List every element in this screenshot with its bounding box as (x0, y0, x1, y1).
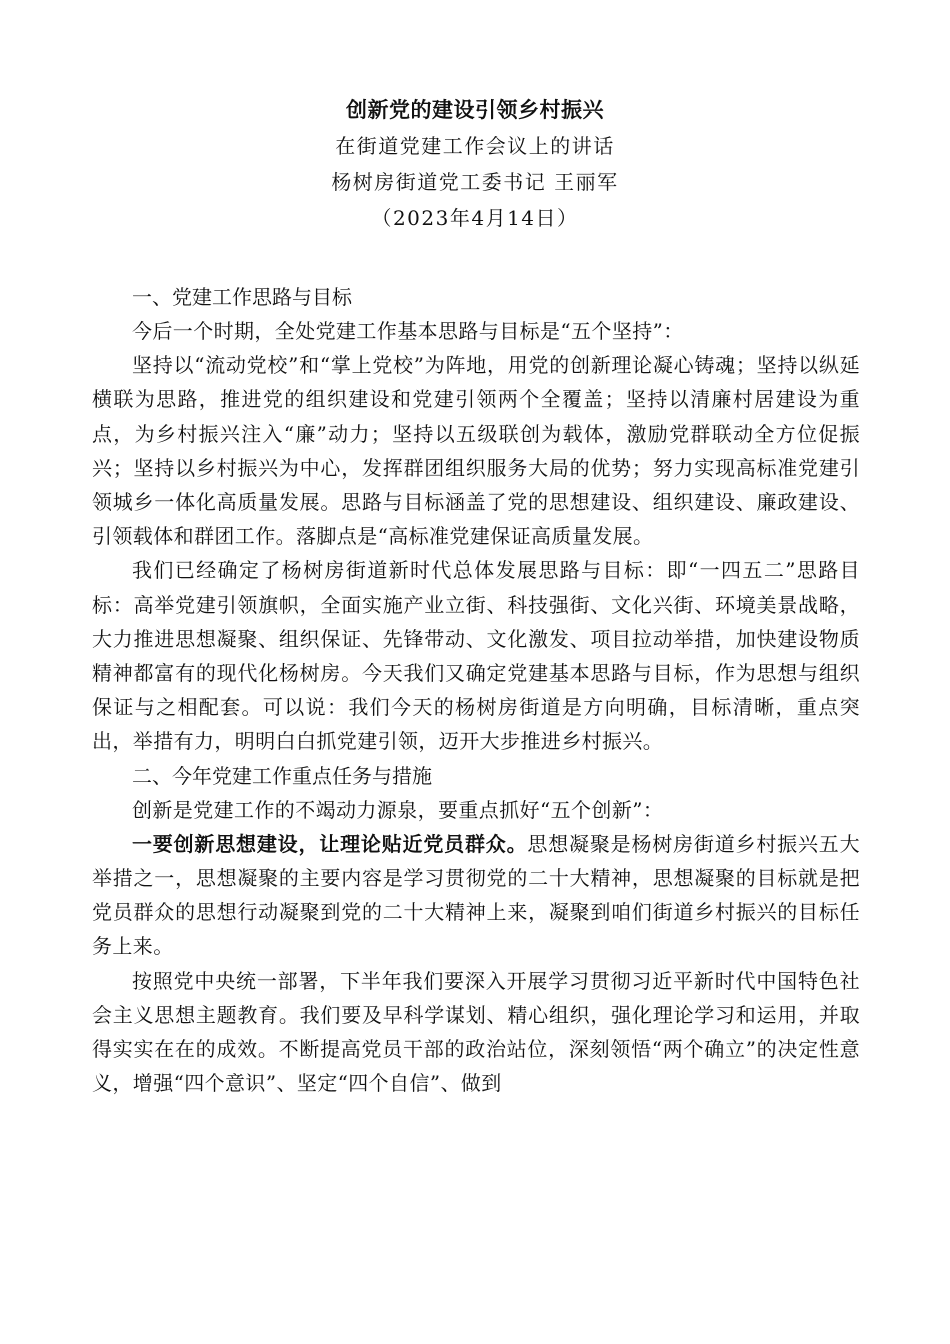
section-1-paragraph: 坚持以“流动党校”和“掌上党校”为阵地，用党的创新理论凝心铸魂；坚持以纵延横联为思路，推进党的组织建设和党建引领两个全覆盖；坚持以清廉村居建设为重点，为乡村振兴注入“廉”动力；坚持以五级联创为载体，激励党群联动全方位促振兴；坚持以乡村振兴为中心，发挥群团组织服务大局的优势；努力实现高标准党建引领城乡一体化高质量发展。思路与目标涵盖了党的思想建设、组织建设、廉政建设、引领载体和群团工作。落脚点是“高标准党建保证高质量发展。 (92, 353, 860, 549)
section-1-paragraph: 今后一个时期，全处党建工作基本思路与目标是“五个坚持”： (132, 319, 684, 343)
section-heading-2: 二、今年党建工作重点任务与措施 (132, 763, 432, 788)
section-heading-1: 一、党建工作思路与目标 (132, 285, 352, 309)
document-header (0, 92, 950, 236)
paragraph-lead-rest: 思想凝聚是杨树房街道乡村振兴五大举措之一，思想凝聚的主要内容是学习贯彻党的二十大精神，思想凝聚的目标就是把党员群众的思想行动凝聚到党的二十大精神上来，凝聚到咱们街道乡村振兴的目标任务上来。 (92, 831, 860, 959)
document-title: 创新党的建设引领乡村振兴 (346, 98, 604, 122)
document-subtitle: 在街道党建工作会议上的讲话 (335, 134, 615, 158)
document-body (92, 280, 860, 1100)
document-author: 杨树房街道党工委书记 王丽军 (331, 170, 619, 194)
section-1-paragraph: 我们已经确定了杨树房街道新时代总体发展思路与目标：即“一四五二”思路目标：高举党建引领旗帜，全面实施产业立街、科技强街、文化兴街、环境美景战略，大力推进思想凝聚、组织保证、先锋带动、文化激发、项目拉动举措，加快建设物质精神都富有的现代化杨树房。今天我们又确定党建基本思路与目标，作为思想与组织保证与之相配套。可以说：我们今天的杨树房街道是方向明确，目标清晰，重点突出，举措有力，明明白白抓党建引领，迈开大步推进乡村振兴。 (92, 558, 860, 754)
document-date: （2023年4月14日） (371, 206, 579, 230)
section-2-intro: 创新是党建工作的不竭动力源泉，要重点抓好“五个创新”： (132, 797, 664, 822)
section-2-paragraph (92, 827, 860, 964)
section-2-paragraph: 按照党中央统一部署，下半年我们要深入开展学习贯彻习近平新时代中国特色社会主义思想主题教育。我们要及早科学谋划、精心组织，强化理论学习和运用，并取得实实在在的成效。不断提高党员干部的政治站位，深刻领悟“两个确立”的决定性意义，增强“四个意识”、坚定“四个自信”、做到 (92, 968, 860, 1096)
paragraph-lead-bold: 一要创新思想建设，让理论贴近党员群众。 (132, 831, 528, 856)
